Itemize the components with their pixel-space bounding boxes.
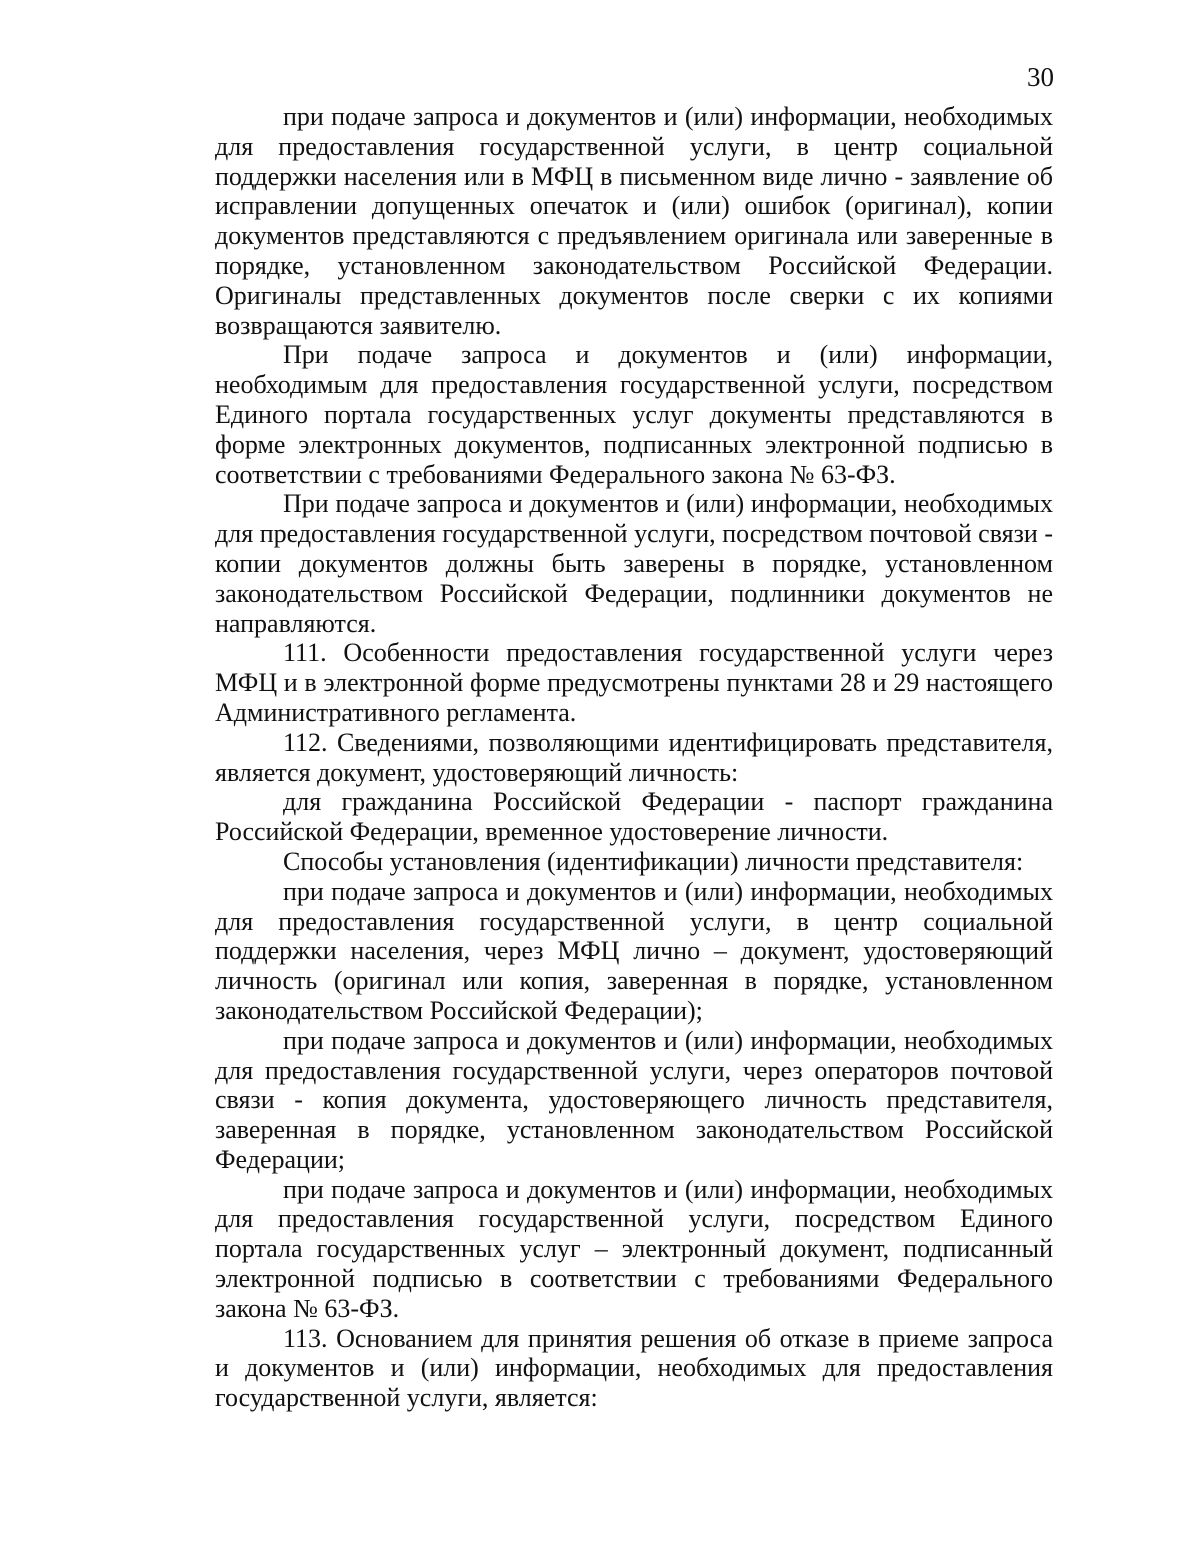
paragraph-identification-methods: Способы установления (идентификации) личности представителя: — [283, 846, 1024, 876]
paragraph-identification-center-mfc: при подаче запроса и документов и (или) информации, необходимых для предоставления государственной услуги, в центр социальной поддержки населения, через МФЦ лично – документ, удостоверяющий личность (оригинал или копия, заверенная в порядке, установленном законодательством Российской Федерации); — [215, 876, 1053, 1025]
paragraph-111: 111. Особенности предоставления государственной услуги через МФЦ и в электронной форме предусмотрены пунктами 28 и 29 настоящего Административного регламента. — [215, 638, 1053, 727]
document-body — [215, 102, 1053, 1413]
paragraph-citizen-passport: для гражданина Российской Федерации - паспорт гражданина Российской Федерации, временное удостоверение личности. — [215, 787, 1053, 847]
paragraph-submission-post: При подаче запроса и документов и (или) информации, необходимых для предоставления государственной услуги, посредством почтовой связи - копии документов должны быть заверены в порядке, установленном законодательством Российской Федерации, подлинники документов не направляются. — [215, 489, 1053, 638]
paragraph-identification-post: при подаче запроса и документов и (или) информации, необходимых для предоставления государственной услуги, через операторов почтовой связи - копия документа, удостоверяющего личность представителя, заверенная в порядке, установленном законодательством Российской Федерации; — [215, 1025, 1053, 1174]
paragraph-submission-center-mfc: при подаче запроса и документов и (или) информации, необходимых для предоставления государственной услуги, в центр социальной поддержки населения или в МФЦ в письменном виде лично - заявление об исправлении допущенных опечаток и (или) ошибок (оригинал), копии документов представляются с предъявлением оригинала или заверенные в порядке, установленном законодательством Российской Федерации. Оригиналы представленных документов после сверки с их копиями возвращаются заявителю. — [215, 102, 1053, 340]
page-number: 30 — [1027, 62, 1054, 92]
paragraph-112: 112. Сведениями, позволяющими идентифицировать представителя, является документ, удостоверяющий личность: — [215, 727, 1053, 787]
paragraph-113: 113. Основанием для принятия решения об отказе в приеме запроса и документов и (или) информации, необходимых для предоставления государственной услуги, является: — [215, 1323, 1053, 1413]
paragraph-submission-portal: При подаче запроса и документов и (или) информации, необходимым для предоставления государственной услуги, посредством Единого портала государственных услуг документы представляются в форме электронных документов, подписанных электронной подписью в соответствии с требованиями Федерального закона № 63-ФЗ. — [215, 340, 1053, 489]
paragraph-identification-portal: при подаче запроса и документов и (или) информации, необходимых для предоставления государственной услуги, посредством Единого портала государственных услуг – электронный документ, подписанный электронной подписью в соответствии с требованиями Федерального закона № 63-ФЗ. — [215, 1174, 1053, 1323]
